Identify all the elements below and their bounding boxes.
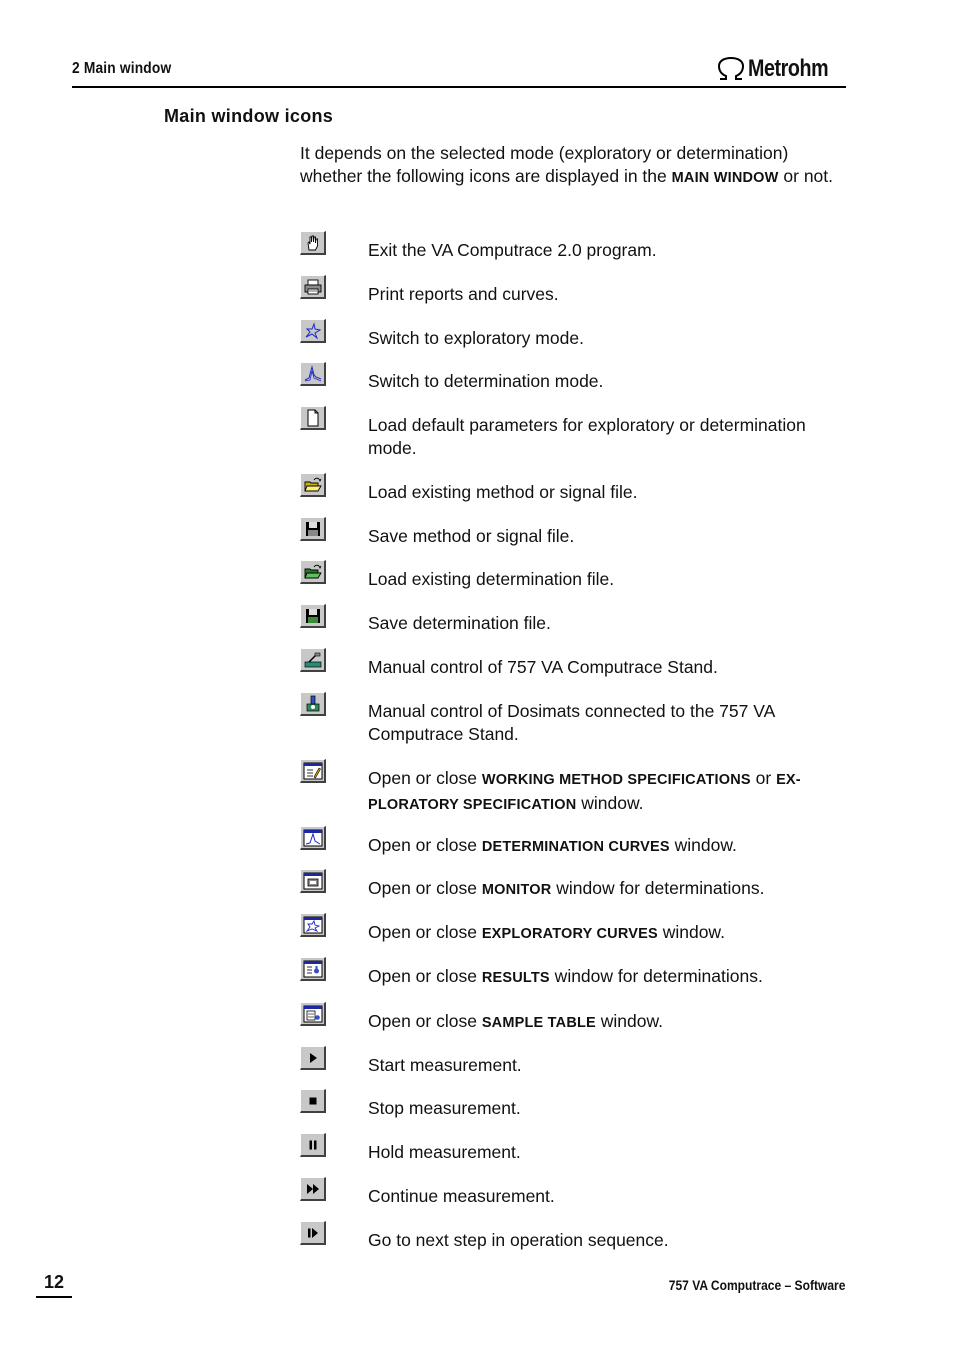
exploratory-curves-window-icon[interactable]: [300, 913, 326, 937]
section-title: Main window icons: [164, 106, 334, 126]
item-description: Print reports and curves.: [368, 284, 559, 304]
item-description: Manual control of Dosimats connected to the 757 VA Computrace Stand.: [368, 701, 775, 744]
next-step-icon[interactable]: [300, 1221, 326, 1245]
intro-paragraph: [300, 142, 846, 190]
fast-forward-icon[interactable]: [300, 1177, 326, 1201]
printer-icon[interactable]: [300, 275, 326, 299]
hand-exit-icon[interactable]: [300, 231, 326, 255]
method-spec-window-icon[interactable]: [300, 759, 326, 783]
dosimat-icon[interactable]: [300, 692, 326, 716]
intro-text-end: or not.: [778, 166, 834, 186]
play-icon[interactable]: [300, 1046, 326, 1070]
metrohm-logo: [716, 55, 846, 83]
monitor-window-icon[interactable]: [300, 869, 326, 893]
open-folder-green-icon[interactable]: [300, 560, 326, 584]
item-description: Load existing determination file.: [368, 569, 615, 589]
item-description: Go to next step in operation sequence.: [368, 1230, 669, 1250]
footer-rule: [36, 1296, 72, 1298]
floppy-disk-green-icon[interactable]: [300, 604, 326, 628]
open-folder-yellow-icon[interactable]: [300, 473, 326, 497]
exploratory-star-icon[interactable]: [300, 319, 326, 343]
item-description: Switch to determination mode.: [368, 371, 604, 391]
stand-control-icon[interactable]: [300, 648, 326, 672]
item-description: Switch to exploratory mode.: [368, 328, 584, 348]
running-header-section: 2 Main window: [72, 60, 172, 77]
page-number: 12: [43, 1272, 65, 1292]
results-window-icon[interactable]: [300, 957, 326, 981]
item-description: Open or close WORKING METHOD SPECIFICATIONS or EX-PLORATORY SPECIFICATION window.: [368, 768, 801, 813]
item-description: Continue measurement.: [368, 1186, 555, 1206]
floppy-disk-icon[interactable]: [300, 517, 326, 541]
item-description: Save method or signal file.: [368, 526, 575, 546]
logo-wordmark: Metrohm: [748, 55, 829, 82]
item-description: Open or close MONITOR window for determinations.: [368, 878, 765, 898]
item-description: Start measurement.: [368, 1055, 522, 1075]
item-description: Hold measurement.: [368, 1142, 521, 1162]
item-description: Open or close EXPLORATORY CURVES window.: [368, 922, 725, 942]
footer-document-title: 757 VA Computrace – Software: [668, 1277, 845, 1293]
omega-logo-icon: [716, 56, 746, 82]
item-description: Open or close SAMPLE TABLE window.: [368, 1011, 664, 1031]
item-description: Exit the VA Computrace 2.0 program.: [368, 240, 657, 260]
header-rule: [72, 86, 846, 88]
determination-peak-icon[interactable]: [300, 362, 326, 386]
pause-icon[interactable]: [300, 1133, 326, 1157]
item-description: Save determination file.: [368, 613, 551, 633]
item-description: Stop measurement.: [368, 1098, 521, 1118]
new-document-icon[interactable]: [300, 406, 326, 430]
item-description: Manual control of 757 VA Computrace Stand.: [368, 657, 718, 677]
intro-text: It depends on the selected mode (exploratory or determination) whether the following icons are displayed in the: [300, 143, 789, 186]
intro-emphasis: MAIN WINDOW: [671, 170, 779, 186]
item-description: Load default parameters for exploratory or determination mode.: [368, 415, 806, 458]
determination-curves-window-icon[interactable]: [300, 826, 326, 850]
stop-icon[interactable]: [300, 1089, 326, 1113]
item-description: Load existing method or signal file.: [368, 482, 638, 502]
item-description: Open or close RESULTS window for determinations.: [368, 966, 763, 986]
item-description: Open or close DETERMINATION CURVES window.: [368, 835, 737, 855]
sample-table-window-icon[interactable]: [300, 1002, 326, 1026]
